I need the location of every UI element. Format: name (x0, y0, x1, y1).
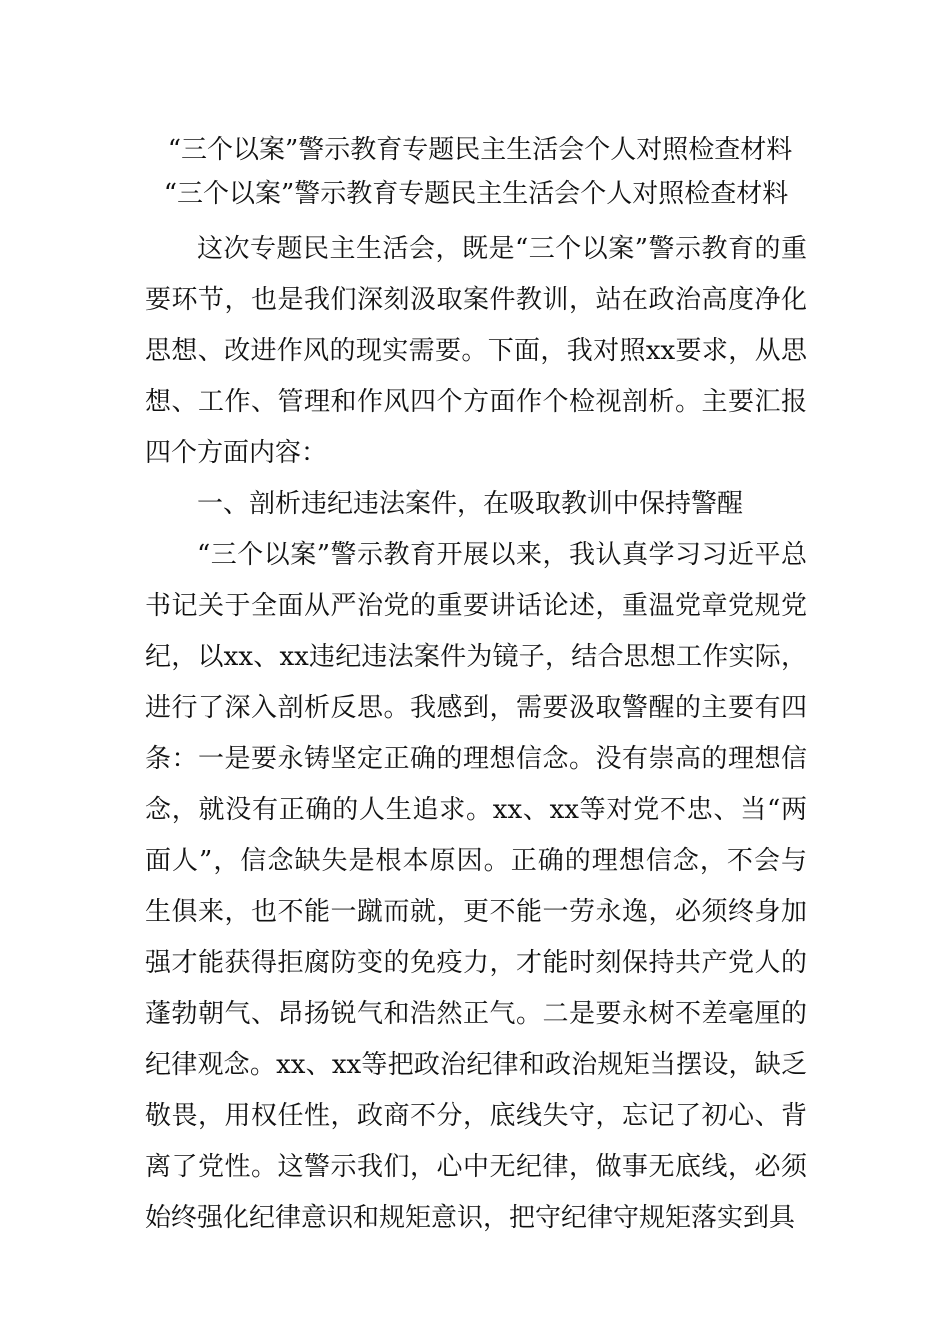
section-1-paragraph: “三个以案”警示教育开展以来，我认真学习习近平总书记关于全面从严治党的重要讲话论述，重温党章党规党纪，以xx、xx违纪违法案件为镜子，结合思想工作实际，进行了深入剖析反思。我感到，需要汲取警醒的主要有四条：一是要永铸坚定正确的理想信念。没有崇高的理想信念，就没有正确的人生追求。xx、xx等对党不忠、当“两面人”，信念缺失是根本原因。正确的理想信念，不会与生俱来，也不能一蹴而就，更不能一劳永逸，必须终身加强才能获得拒腐防变的免疫力，才能时刻保持共产党人的蓬勃朝气、昂扬锐气和浩然正气。二是要永树不差毫厘的纪律观念。xx、xx等把政治纪律和政治规矩当摆设，缺乏敬畏，用权任性，政商不分，底线失守，忘记了初心、背离了党性。这警示我们，心中无纪律，做事无底线，必须始终强化纪律意识和规矩意识，把守纪律守规矩落实到具 (145, 540, 807, 1233)
document-title-repeat: “三个以案”警示教育专题民主生活会个人对照检查材料 (163, 179, 789, 209)
intro-paragraph: 这次专题民主生活会，既是“三个以案”警示教育的重要环节，也是我们深刻汲取案件教训，站在政治高度净化思想、改进作风的现实需要。下面，我对照xx要求，从思想、工作、管理和作风四个方面作个检视剖析。主要汇报四个方面内容： (145, 234, 807, 468)
document-title: “三个以案”警示教育专题民主生活会个人对照检查材料 (167, 135, 793, 165)
section-heading-1: 一、剖析违纪违法案件，在吸取教训中保持警醒 (197, 489, 744, 519)
document-body (145, 128, 807, 1244)
